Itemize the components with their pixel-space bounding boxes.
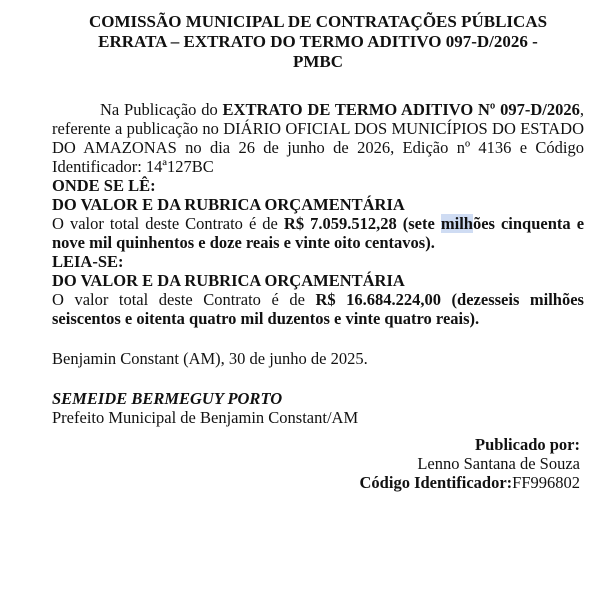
signer-role: Prefeito Municipal de Benjamin Constant/AM [52, 408, 359, 427]
publication-block [52, 435, 584, 492]
identifier-code-value: FF996802 [512, 473, 580, 492]
signer-name: SEMEIDE BERMEGUY PORTO [52, 389, 283, 408]
place-date: Benjamin Constant (AM), 30 de junho de 2025. [52, 349, 368, 368]
leia-se-amount: R$ 16.684.224,00 (dezesseis milhões seiscentos e oitenta quatro mil duzentos e vinte quatro reais). [52, 290, 584, 328]
leia-se-label: LEIA-SE: [52, 252, 124, 271]
intro-paragraph [52, 100, 584, 176]
published-by-label: Publicado por: [475, 435, 580, 454]
onde-se-le-amount-end: ões cinquenta e nove mil quinhentos e doze reais e vinte oito centavos). [52, 214, 585, 252]
title-line-1: COMISSÃO MUNICIPAL DE CONTRATAÇÕES PÚBLICAS [88, 12, 548, 31]
title-line-2: ERRATA – EXTRATO DO TERMO ADITIVO 097-D/2026 - [98, 32, 538, 51]
onde-se-le-paragraph [52, 214, 584, 252]
intro-title: EXTRATO DE TERMO ADITIVO Nº 097-D/2026 [222, 100, 580, 119]
identifier-code [52, 473, 580, 492]
document-title [52, 12, 584, 72]
intro-prefix: Na Publicação do [100, 100, 223, 119]
document-page [52, 12, 584, 492]
leia-se-section-title: DO VALOR E DA RUBRICA ORÇAMENTÁRIA [52, 271, 405, 290]
text-selection-highlight[interactable]: milh [440, 214, 473, 233]
onde-se-le-amount-start: R$ 7.059.512,28 (sete [283, 214, 441, 233]
leia-se-paragraph [52, 290, 584, 328]
onde-se-le-section-title: DO VALOR E DA RUBRICA ORÇAMENTÁRIA [52, 195, 405, 214]
publisher-name: Lenno Santana de Souza [417, 454, 580, 473]
identifier-code-label: Código Identificador: [359, 473, 513, 492]
intro-rest: , referente a publicação no DIÁRIO OFICIAL DOS MUNICÍPIOS DO ESTADO DO AMAZONAS no dia 26 de junho de 2026, Edição nº 4136 e Código Identificador: 14ª127BC [52, 100, 584, 176]
leia-se-text: O valor total deste Contrato é de [52, 290, 316, 309]
title-line-3: PMBC [292, 52, 344, 71]
onde-se-le-text: O valor total deste Contrato é de [52, 214, 284, 233]
onde-se-le-label: ONDE SE LÊ: [52, 176, 156, 195]
